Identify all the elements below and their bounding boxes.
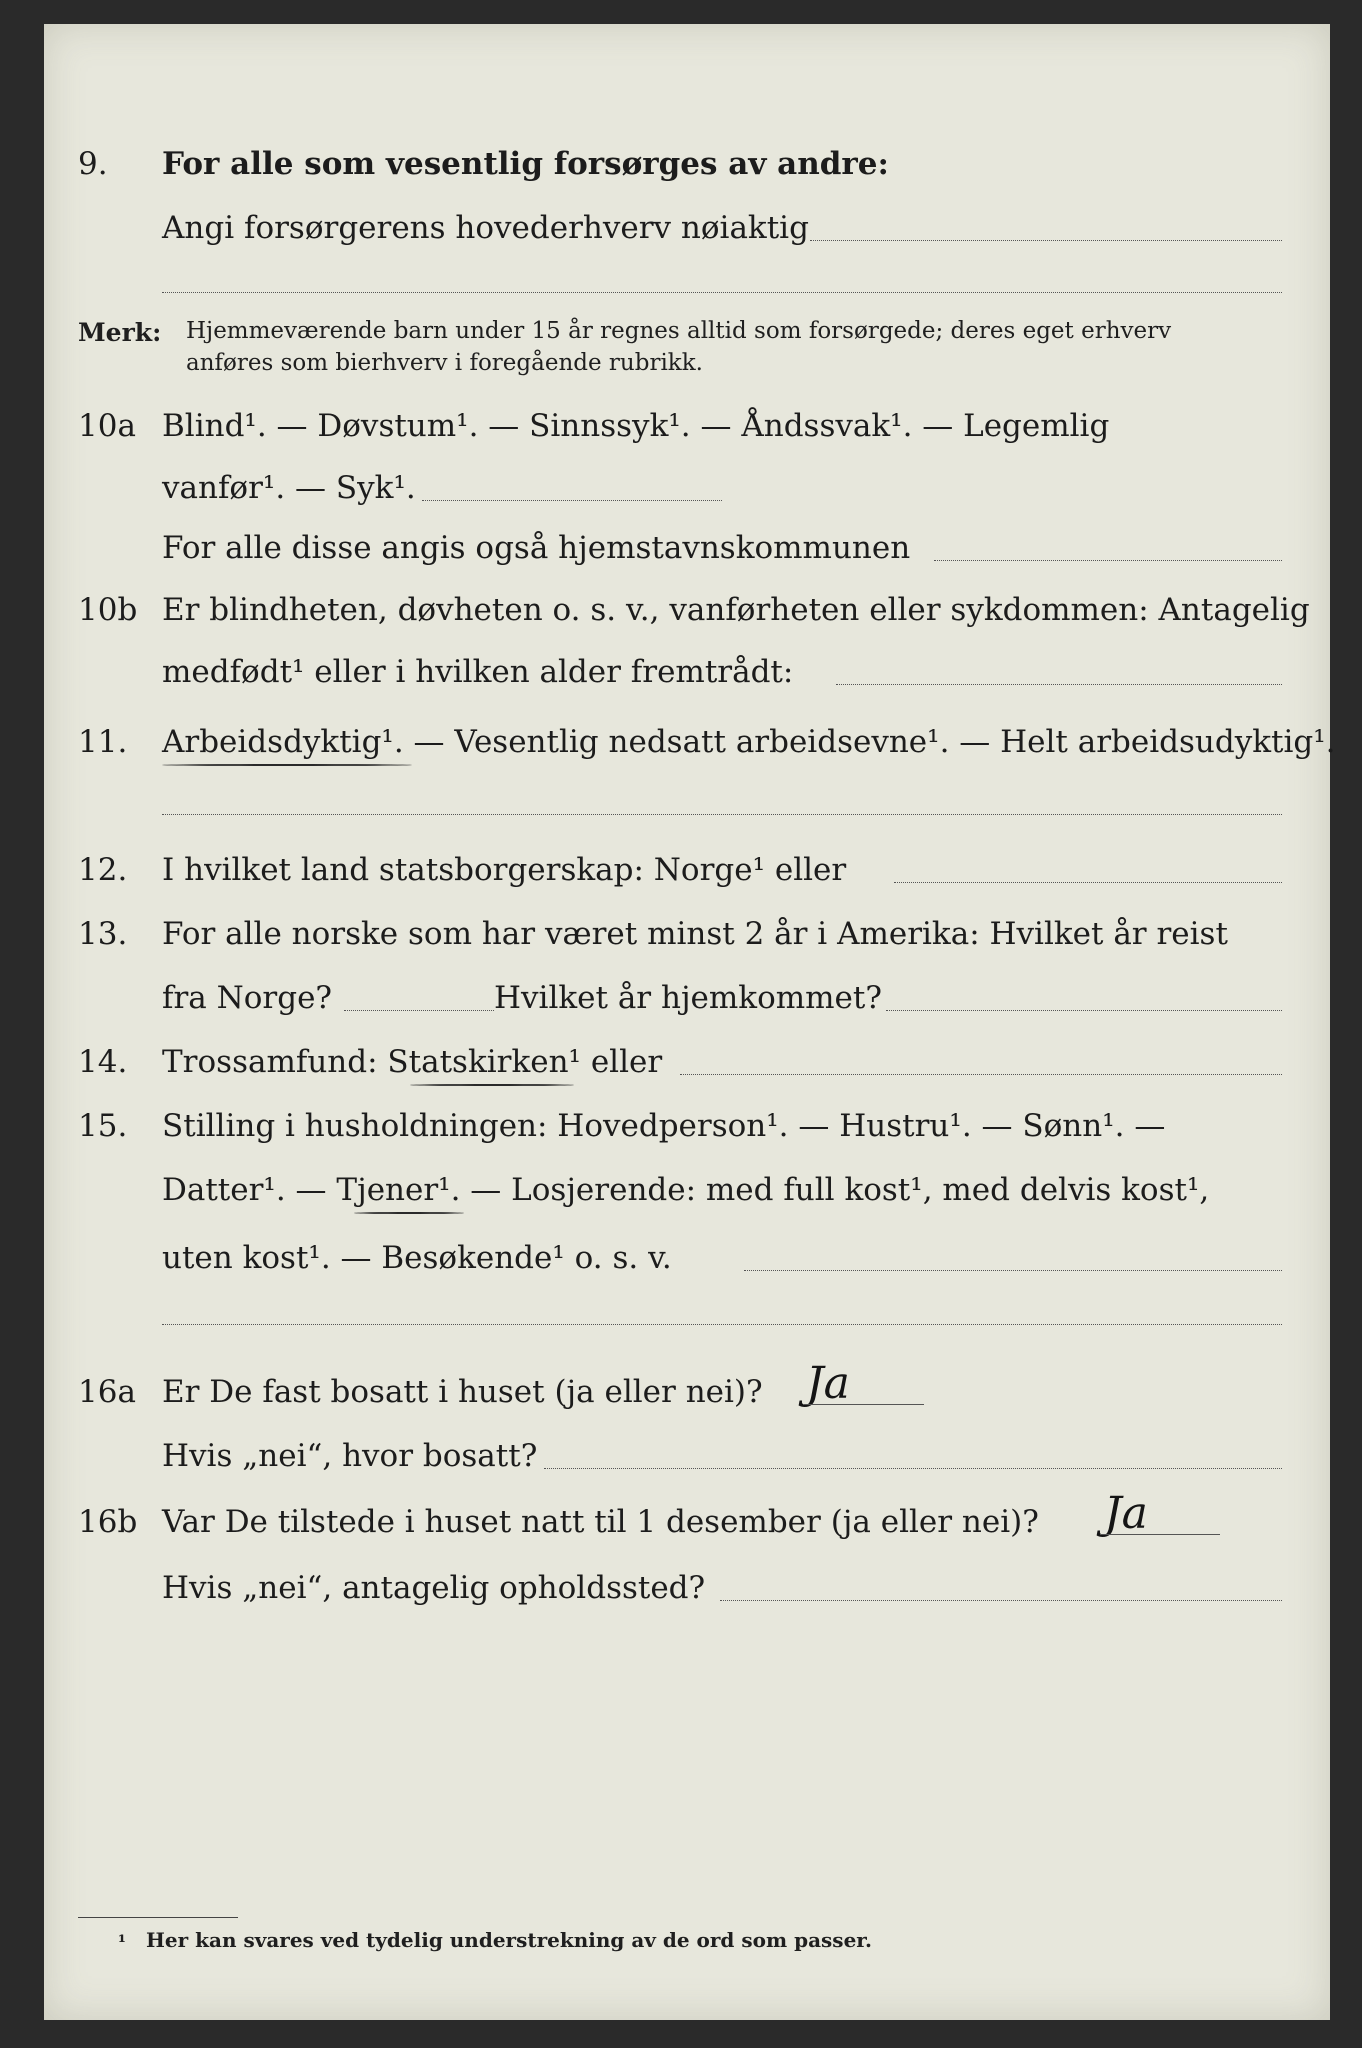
- question-10b-line2: [44, 648, 1330, 698]
- question-10a: [44, 402, 1330, 452]
- question-13: [44, 910, 1330, 960]
- question-number: 15.: [78, 1108, 128, 1144]
- question-number: 13.: [78, 916, 128, 952]
- question-10a-line2: [44, 464, 1330, 514]
- question-number: 9.: [78, 146, 108, 182]
- underline-mark: [354, 1212, 464, 1214]
- question-text: Arbeidsdyktig¹. — Vesentlig nedsatt arbeidsevne¹. — Helt arbeidsudyktig¹.: [162, 724, 1336, 760]
- handwritten-answer: Ja: [806, 1358, 850, 1409]
- question-9-line2: [44, 204, 1330, 254]
- question-text: Er blindheten, døvheten o. s. v., vanførheten eller sykdommen: Antagelig: [162, 592, 1310, 628]
- underline-mark: [162, 764, 412, 766]
- question-number: 16b: [78, 1504, 138, 1540]
- question-text: Hvis „nei“, antagelig opholdssted?: [162, 1570, 706, 1606]
- question-9: [44, 140, 1330, 190]
- question-number: 10b: [78, 592, 138, 628]
- question-text: Trossamfund: Statskirken¹ eller: [162, 1044, 663, 1080]
- question-10a-line3: [44, 524, 1330, 574]
- answer-field[interactable]: [344, 1010, 494, 1011]
- answer-field[interactable]: [162, 292, 1282, 293]
- answer-field[interactable]: [894, 882, 1282, 883]
- question-text: Hvis „nei“, hvor bosatt?: [162, 1438, 538, 1474]
- answer-field[interactable]: [680, 1074, 1282, 1075]
- answer-field[interactable]: [886, 1010, 1282, 1011]
- note-text: anføres som bierhverv i foregående rubrikk.: [186, 350, 703, 376]
- answer-field[interactable]: [804, 1404, 924, 1405]
- note-text: Hjemmeværende barn under 15 år regnes alltid som forsørgede; deres eget erhverv: [186, 318, 1172, 344]
- question-text: vanfør¹. — Syk¹.: [162, 470, 416, 506]
- question-text: Var De tilstede i huset natt til 1 desember (ja eller nei)?: [162, 1504, 1039, 1540]
- answer-field[interactable]: [1100, 1534, 1220, 1535]
- question-text: For alle som vesentlig forsørges av andre:: [162, 146, 889, 182]
- footnote-marker: ¹: [118, 1932, 126, 1953]
- question-text: Blind¹. — Døvstum¹. — Sinnssyk¹. — Åndssvak¹. — Legemlig: [162, 408, 1110, 444]
- question-text: I hvilket land statsborgerskap: Norge¹ eller: [162, 852, 847, 888]
- question-16a: [44, 1358, 1330, 1418]
- handwritten-answer: Ja: [1104, 1488, 1148, 1539]
- answer-field[interactable]: [162, 1324, 1282, 1325]
- question-text: medfødt¹ eller i hvilken alder fremtrådt:: [162, 654, 794, 690]
- question-number: 10a: [78, 408, 136, 444]
- question-16b: [44, 1488, 1330, 1548]
- answer-field[interactable]: [162, 814, 1282, 815]
- answer-field[interactable]: [744, 1270, 1282, 1271]
- question-16a-line2: [44, 1432, 1330, 1482]
- question-11: [44, 718, 1336, 768]
- question-text: For alle norske som har været minst 2 år i Amerika: Hvilket år reist: [162, 916, 1228, 952]
- question-number: 14.: [78, 1044, 128, 1080]
- answer-field[interactable]: [810, 240, 1282, 241]
- answer-field[interactable]: [836, 684, 1282, 685]
- footnote-rule: [78, 1917, 238, 1918]
- question-text: Hvilket år hjemkommet?: [494, 980, 882, 1016]
- footnote-text: Her kan svares ved tydelig understrekning av de ord som passer.: [146, 1928, 872, 1952]
- question-text: fra Norge?: [162, 980, 333, 1016]
- census-form-page: [44, 24, 1336, 2020]
- question-number: 16a: [78, 1374, 136, 1410]
- question-text: Stilling i husholdningen: Hovedperson¹. — Hustru¹. — Sønn¹. —: [162, 1108, 1166, 1144]
- answer-field[interactable]: [934, 560, 1282, 561]
- question-14: [44, 1038, 1330, 1088]
- question-number: 12.: [78, 852, 128, 888]
- question-12: [44, 846, 1330, 896]
- underline-mark: [410, 1084, 574, 1086]
- note-merk-line2: [44, 350, 1330, 400]
- question-13-line2: [44, 974, 1330, 1024]
- question-text: For alle disse angis også hjemstavnskommunen: [162, 530, 911, 566]
- question-15-line2: [44, 1166, 1330, 1216]
- answer-field[interactable]: [544, 1468, 1282, 1469]
- question-text: Angi forsørgerens hovederhverv nøiaktig: [162, 210, 809, 246]
- question-15-line3: [44, 1234, 1330, 1284]
- note-label: Merk:: [78, 318, 162, 347]
- question-16b-line2: [44, 1564, 1330, 1614]
- question-number: 11.: [78, 724, 128, 760]
- answer-field[interactable]: [720, 1600, 1282, 1601]
- question-10b: [44, 586, 1330, 636]
- answer-field[interactable]: [422, 500, 722, 501]
- question-text: Datter¹. — Tjener¹. — Losjerende: med full kost¹, med delvis kost¹,: [162, 1172, 1210, 1208]
- question-15: [44, 1102, 1330, 1152]
- question-text: Er De fast bosatt i huset (ja eller nei)?: [162, 1374, 763, 1410]
- question-text: uten kost¹. — Besøkende¹ o. s. v.: [162, 1240, 672, 1276]
